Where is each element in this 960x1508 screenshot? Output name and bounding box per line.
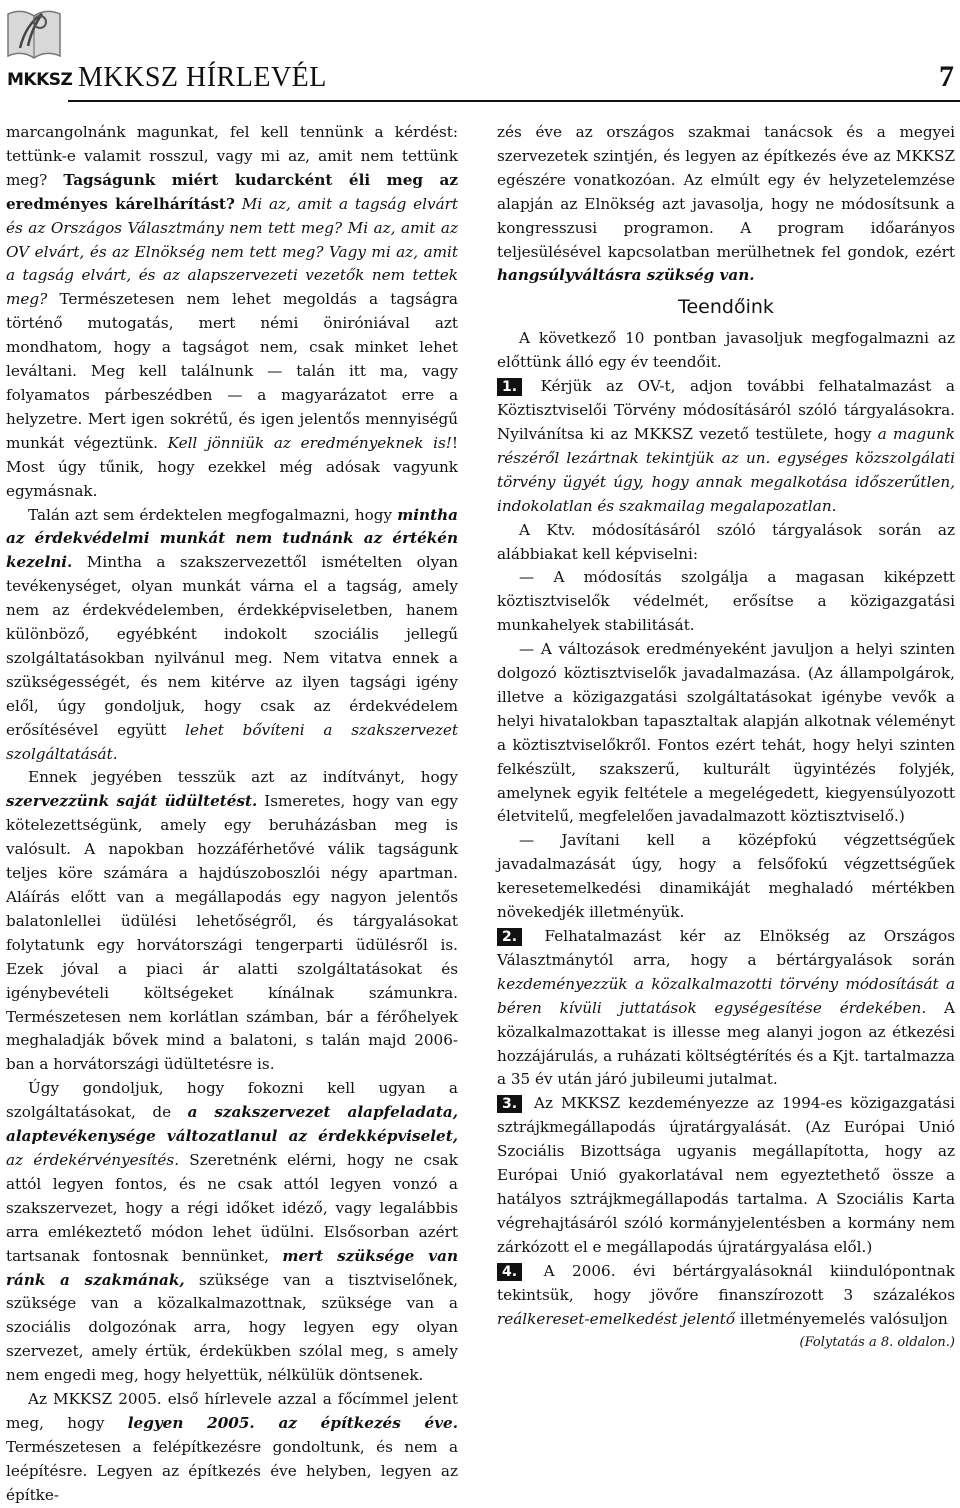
- left-column: [6, 121, 458, 1508]
- paragraph: zés éve az országos szakmai tanácsok és a megyei szervezetek szintjén, és legyen az építkezés éve az MKKSZ egészére vonatkozóan. Az elmúlt egy év helyzetelemzése alapján az Elnökség azt javasolja, hogy ne módosítsunk a kongresszusi programon. A program időarányos teljesülésével kapcsolatban merülhetnek fel gondok, ezért hangsúlyváltásra szükség van.: [497, 123, 955, 285]
- page-number: 7: [939, 60, 954, 93]
- numbered-item: 1. Kérjük az OV-t, adjon további felhatalmazást a Köztisztviselői Törvény módosításáról szóló tárgyalásokra. Nyilvánítsa ki az MKKSZ vezető testülete, hogy a magunk részéről lezártnak tekintjük az un. egységes közszolgálati törvény ügyét úgy, hogy annak megalkotása időszerűtlen, indokolatlan és szakmailag megalapozatlan.: [497, 377, 955, 515]
- logo-wordmark: MKKSZ: [7, 70, 73, 90]
- paragraph: — A változások eredményeként javuljon a helyi szinten dolgozó köztisztviselők javadalmazása. (Az állampolgárok, illetve a közigazgatási szolgáltatásokat igénybe vevők a helyi hivatalokban tapasztaltak alapján alkotnak véleményt a köztisztviselőkről. Fontos ezért tehát, hogy helyi szinten felkészült, szakszerű, kulturált ügyintézés folyjék, amelynek egyik feltétele a megelégedett, kiegyensúlyozott életvitelű, megfelelően javadalmazott köztisztviselő.): [497, 640, 955, 826]
- item-number-badge: 1.: [497, 378, 522, 396]
- numbered-item: 3. Az MKKSZ kezdeményezze az 1994-es közigazgatási sztrájkmegállapodás újratárgyalását. (Az Európai Unió Szociális Bizottsága ugyanis megállapította, hogy az Európai Unió gyakorlatával nem egyeztethető össze a hatályos sztrájkmegállapodás tartalma. A Szociális Karta végrehajtásáról szóló kormányjelentésben a kormány nem zárkózott el e megállapodás újratárgyalása elől.): [497, 1094, 955, 1256]
- paragraph: — Javítani kell a középfokú végzettségűek javadalmazását úgy, hogy a felsőfokú végzettségűek keresetemelkedési dinamikáját meghaladó mértékben növekedjék illetményük.: [497, 831, 955, 922]
- paragraph: Az MKKSZ 2005. első hírlevele azzal a főcímmel jelent meg, hogy legyen 2005. az építkezés éve. Természetesen a felépítkezésre gondoltunk, és nem a leépítésre. Legyen az építkezés éve helyben, legyen az építke-: [6, 1390, 458, 1504]
- paragraph: A Ktv. módosításáról szóló tárgyalások során az alábbiakat kell képviselni:: [497, 520, 955, 563]
- numbered-item: 4. A 2006. évi bértárgyalásoknál kiindulópontnak tekintsük, hogy jövőre finanszírozott 3 százalékos reálkereset-emelkedést jelentő illetményemelés valósuljon: [497, 1261, 955, 1328]
- section-title: Teendőink: [678, 296, 774, 319]
- paragraph: — A módosítás szolgálja a magasan kiképzett köztisztviselők védelmét, erősítse a közigazgatási munkahelyek stabilitását.: [497, 568, 955, 635]
- paragraph: Úgy gondoljuk, hogy fokozni kell ugyan a szolgáltatásokat, de a szakszervezet alapfeladata, alaptevékenysége változatlanul az érdekképviselet, az érdekérvényesítés. Szeretnénk elérni, hogy ne csak attól legyen fontos, és ne csak attól legyen vonzó a szakszervezet, hogy a régi időket idéző, vagy legalábbis arra emlékeztető módon lehet üdülni. Elsősorban azért tartsanak fontosnak bennünket, mert szüksége van ránk a szakmának, szüksége van a tisztviselőnek, szüksége van a közalkalmazottnak, szüksége van a szociális dolgozónak arra, hogy legyen egy olyan szervezet, amely értük, érdekükben szólal meg, s amely nem engedi meg, hogy helyettük, nélkülük döntsenek.: [6, 1079, 459, 1385]
- item-number-badge: 3.: [497, 1095, 522, 1113]
- page-header: [0, 0, 960, 108]
- item-number-badge: 4.: [497, 1263, 522, 1281]
- paragraph: A következő 10 pontban javasoljuk megfogalmazni az előttünk álló egy év teendőit.: [497, 329, 955, 372]
- header-rule: [68, 100, 960, 102]
- paragraph: marcangolnánk magunkat, fel kell tennünk a kérdést: tettünk-e valamit rosszul, vagy mi az, amit nem tettünk meg? Tagságunk miért kudarcként éli meg az eredményes kárelhárítást? Mi az, amit a tagság elvárt és az Országos Választmány nem tett meg? Mi az, amit az OV elvárt, és az Elnökség nem tett meg? Vagy mi az, amit a tagság elvárt, és az alapszervezeti vezetők nem tettek meg? Természetesen nem lehet megoldás a tagságra történő mutogatás, mert némi öniróniával azt mondhatom, hogy a tagságot nem, csak minket lehet leváltani. Meg kell találnunk — talán itt ma, vagy folyamatos párbeszédben — a magyarázatot erre a helyzetre. Mert igen sokrétű, és igen jelentős mennyiségű munkát végeztünk. Kell jönniük az eredményeknek is!! Most úgy tűnik, hogy ezekkel még adósak vagyunk egymásnak.: [6, 123, 458, 500]
- paragraph: Ennek jegyében tesszük azt az indítványt, hogy szervezzünk saját üdültetést. Ismeretes, hogy van egy kötelezettségünk, amely egy beruházásban meg is valósult. A napokban hozzáférhetővé válik tagságunk teljes köre számára a hajdúszoboszlói négy apartman. Aláírás előtt van a megállapodás egy nagyon jelentős balatonlellei üdülési lehetőségről, és tárgyalásokat folytatunk egy horvátországi tengerparti üdülésről is. Ezek jóval a piaci ár alatti szolgáltatásokat és igénybevételi költségeket kínálnak számunkra. Természetesen nem korlátlan számban, bár a férőhelyek meghaladják bővek mind a balatoni, s talán majd 2006-ban a horvátországi üdültetésre is.: [6, 768, 458, 1074]
- continuation-note: (Folytatás a 8. oldalon.): [799, 1335, 955, 1351]
- newsletter-title: MKKSZ HÍRLEVÉL: [78, 62, 327, 93]
- right-column: [497, 121, 955, 1355]
- paragraph: Talán azt sem érdektelen megfogalmazni, hogy mintha az érdekvédelmi munkát nem tudnánk az értékén kezelni. Mintha a szakszervezettől ismételten olyan tevékenységet, olyan munkát várna el a tagság, amely nem az érdekvédelemben, érdekképviseletben, hanem különböző, egyébként indokolt szociális jellegű szolgáltatásokban nyilvánul meg. Nem vitatva ennek a szükségességét, és nem kitérve az ilyen tagsági igény elől, úgy gondoljuk, hogy csak az érdekvédelem erősítésével együtt lehet bővíteni a szakszervezet szolgáltatását.: [6, 505, 459, 763]
- item-number-badge: 2.: [497, 928, 522, 946]
- numbered-item: 2. Felhatalmazást kér az Elnökség az Országos Választmánytól arra, hogy a bértárgyalások során kezdeményezzük a közalkalmazotti törvény módosítását a béren kívüli juttatások egységesítése érdekében. A közalkalmazottakat is illesse meg alanyi jogon az étkezési hozzájárulás, a ruházati költségtérítés és a Kjt. tartalmazza a 35 év után járó jubileumi jutalmat.: [497, 927, 956, 1089]
- mkksz-logo-icon: [2, 4, 66, 70]
